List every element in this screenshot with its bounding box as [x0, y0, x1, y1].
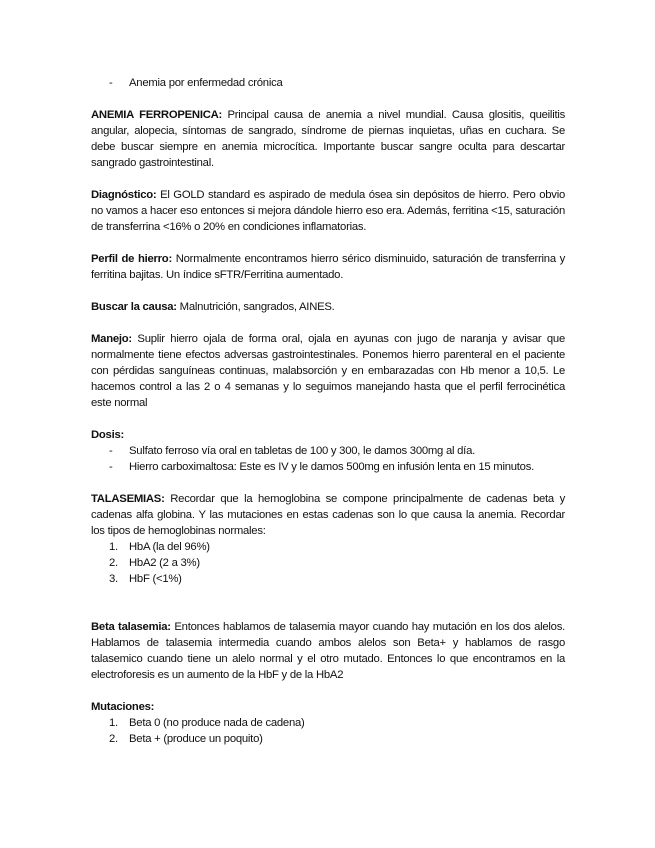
list-item-text: HbF (<1%)	[129, 573, 182, 585]
list-item: 2. HbA2 (2 a 3%)	[109, 557, 200, 569]
paragraph-text: Entonces hablamos de talasemia mayor cuando hay mutación en los dos alelos. Hablamos de talasemia intermedia cuando ambos alelos son Beta+ y hablamos de rasgo talasemico cuando tiene un alelo normal y el otro mutado. Entonces lo que encontramos en la electroforesis es un aumento de la HbF y de la HbA2	[91, 621, 565, 681]
paragraph-text: Principal causa de anemia a nivel mundial. Causa glositis, queilitis angular, alopecia, síntomas de sangrado, síndrome de piernas inquietas, uñas en cuchara. Se debe buscar siempre en anemia microcítica. Importante buscar sangre oculta para descartar sangrado gastrointestinal.	[91, 109, 565, 169]
list-item: 1. Beta 0 (no produce nada de cadena)	[109, 717, 305, 729]
perfil-paragraph	[91, 251, 565, 283]
dosis-list	[91, 443, 565, 475]
list-item: 2. Beta + (produce un poquito)	[109, 733, 263, 745]
section-heading: Beta talasemia:	[91, 621, 171, 633]
paragraph-text: Suplir hierro ojala de forma oral, ojala en ayunas con jugo de naranja y avisar que normalmente tiene efectos adversas gastrointestinales. Ponemos hierro parenteral en el paciente con pérdidas sanguíneas continuas, malabsorción y en embarazadas con Hb menor a 10,5. Le hacemos control a las 2 o 4 semanas y lo seguimos manejando hasta que el perfil ferrocinética este normal	[91, 333, 565, 409]
section-heading: Buscar la causa:	[91, 301, 177, 313]
list-item-text: Sulfato ferroso vía oral en tabletas de 100 y 300, le damos 300mg al día.	[129, 445, 475, 457]
list-item: - Sulfato ferroso vía oral en tabletas de 100 y 300, le damos 300mg al día.	[109, 445, 475, 457]
ferropenica-paragraph	[91, 107, 565, 171]
paragraph-text: El GOLD standard es aspirado de medula ósea sin depósitos de hierro. Pero obvio no vamos a hacer eso entonces si mejora dándole hierro eso era. Además, ferritina <15, saturación de transferrina <16% o 20% en condiciones inflamatorias.	[91, 189, 565, 233]
mutaciones-list	[91, 715, 565, 747]
beta-talasemia-paragraph	[91, 619, 565, 683]
list-item-text: HbA2 (2 a 3%)	[129, 557, 200, 569]
list-item-text: Beta 0 (no produce nada de cadena)	[129, 717, 305, 729]
list-item: 3. HbF (<1%)	[109, 573, 182, 585]
diagnostico-paragraph	[91, 187, 565, 235]
section-heading: TALASEMIAS:	[91, 493, 165, 505]
section-heading: ANEMIA FERROPENICA:	[91, 109, 223, 121]
paragraph-text: Normalmente encontramos hierro sérico disminuido, saturación de transferrina y ferritina bajitas. Un índice sFTR/Ferritina aumentado.	[91, 253, 566, 281]
talasemias-paragraph	[91, 491, 565, 539]
section-heading: Perfil de hierro:	[91, 253, 172, 265]
list-item-text: Beta + (produce un poquito)	[129, 733, 263, 745]
section-heading: Manejo:	[91, 333, 132, 345]
section-heading: Diagnóstico:	[91, 189, 157, 201]
manejo-paragraph	[91, 331, 565, 411]
dosis-heading: Dosis:	[91, 429, 125, 441]
paragraph-text: Recordar que la hemoglobina se compone principalmente de cadenas beta y cadenas alfa globina. Y las mutaciones en estas cadenas son lo que causa la anemia. Recordar los tipos de hemoglobinas normales:	[91, 493, 565, 537]
hemoglobin-types-list	[91, 539, 565, 587]
list-item-text: Hierro carboximaltosa: Este es IV y le damos 500mg en infusión lenta en 15 minutos.	[129, 461, 534, 473]
list-item: - Anemia por enfermedad crónica	[109, 77, 283, 89]
list-item-text: HbA (la del 96%)	[129, 541, 210, 553]
mutaciones-heading: Mutaciones:	[91, 701, 155, 713]
paragraph-text: Malnutrición, sangrados, AINES.	[176, 301, 335, 313]
list-item: 1. HbA (la del 96%)	[109, 541, 210, 553]
list-item-text: Anemia por enfermedad crónica	[129, 77, 283, 89]
top-bullet-list	[91, 75, 565, 91]
list-item: - Hierro carboximaltosa: Este es IV y le damos 500mg en infusión lenta en 15 minutos.	[109, 461, 534, 473]
causa-paragraph	[91, 299, 565, 315]
document-page	[91, 75, 565, 747]
